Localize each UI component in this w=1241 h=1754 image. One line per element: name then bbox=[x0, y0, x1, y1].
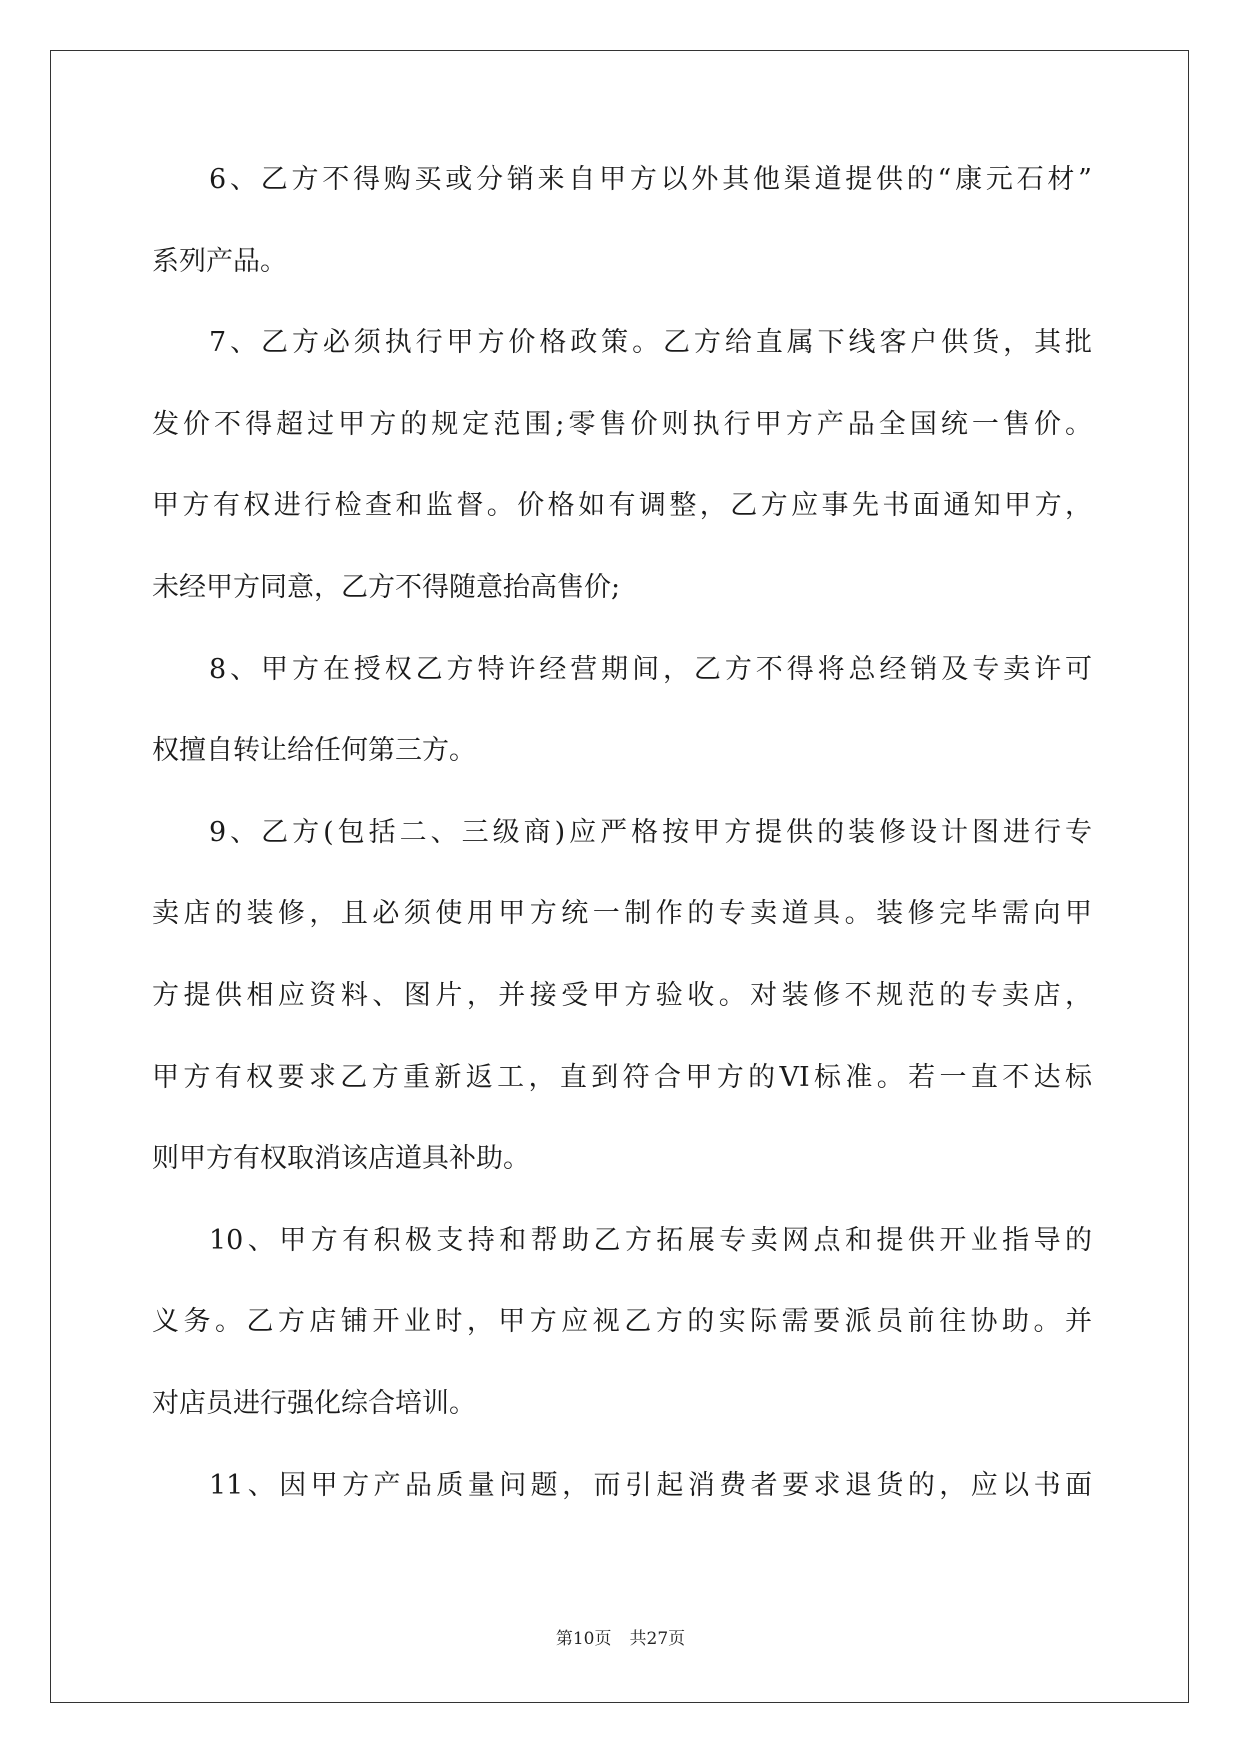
text-line: 8、甲方在授权乙方特许经营期间，乙方不得将总经销及专卖许可 bbox=[209, 653, 1092, 685]
text-line: 则甲方有权取消该店道具补助。 bbox=[152, 1143, 530, 1175]
text-line: 6、乙方不得购买或分销来自甲方以外其他渠道提供的“康元石材” bbox=[209, 164, 1092, 195]
text-line: 系列产品。 bbox=[152, 245, 287, 277]
text-line: 权擅自转让给任何第三方。 bbox=[152, 735, 476, 767]
text-line: 方提供相应资料、图片，并接受甲方验收。对装修不规范的专卖店， bbox=[152, 979, 1092, 1011]
document-body bbox=[152, 160, 1092, 1547]
text-line: 甲方有权要求乙方重新返工，直到符合甲方的VI标准。若一直不达标 bbox=[152, 1061, 1092, 1093]
text-line: 未经甲方同意，乙方不得随意抬高售价; bbox=[152, 571, 621, 603]
text-line: 卖店的装修，且必须使用甲方统一制作的专卖道具。装修完毕需向甲 bbox=[152, 898, 1092, 930]
page-total: 共27页 bbox=[629, 1629, 686, 1649]
text-line: 甲方有权进行检查和监督。价格如有调整，乙方应事先书面通知甲方， bbox=[152, 490, 1092, 522]
text-line: 发价不得超过甲方的规定范围;零售价则执行甲方产品全国统一售价。 bbox=[152, 408, 1092, 440]
text-line: 7、乙方必须执行甲方价格政策。乙方给直属下线客户供货，其批 bbox=[209, 327, 1092, 359]
text-line: 9、乙方(包括二、三级商)应严格按甲方提供的装修设计图进行专 bbox=[209, 816, 1092, 848]
text-line: 10、甲方有积极支持和帮助乙方拓展专卖网点和提供开业指导的 bbox=[209, 1224, 1092, 1256]
text-line: 对店员进行强化综合培训。 bbox=[152, 1387, 476, 1419]
page-number: 第10页 bbox=[555, 1629, 612, 1649]
text-line: 义务。乙方店铺开业时，甲方应视乙方的实际需要派员前往协助。并 bbox=[152, 1306, 1092, 1338]
text-line: 11、因甲方产品质量问题，而引起消费者要求退货的，应以书面 bbox=[209, 1469, 1092, 1501]
page-footer bbox=[0, 1624, 1241, 1649]
